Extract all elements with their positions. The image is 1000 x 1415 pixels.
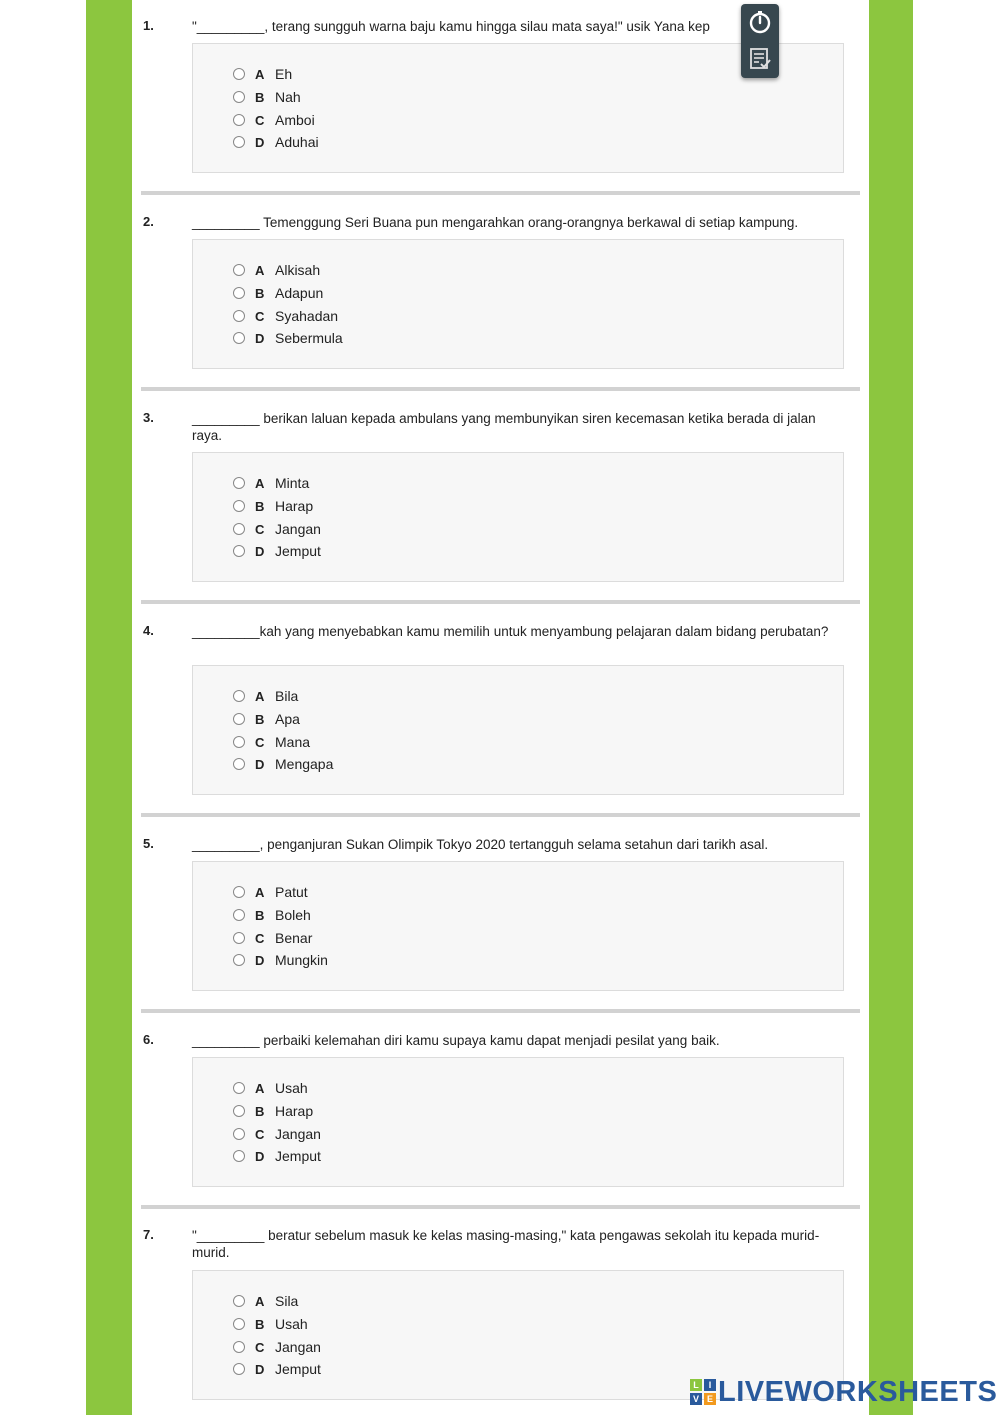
option-letter: C: [255, 521, 265, 537]
options-box: [192, 861, 844, 991]
left-green-margin: [86, 0, 132, 1415]
option-b[interactable]: [233, 87, 301, 107]
question-number: 6.: [143, 1032, 154, 1047]
option-text: Usah: [275, 1080, 308, 1096]
option-a[interactable]: [233, 1291, 298, 1311]
radio-button[interactable]: [233, 68, 245, 80]
option-letter: C: [255, 1339, 265, 1355]
option-letter: A: [255, 475, 265, 491]
option-text: Adapun: [275, 285, 324, 301]
option-text: Jangan: [275, 1339, 321, 1355]
brand-name: LIVEWORKSHEETS: [718, 1375, 998, 1408]
question-text: "_________ beratur sebelum masuk ke kelas masing-masing," kata pengawas sekolah itu kepada murid-murid.: [192, 1228, 820, 1260]
radio-button[interactable]: [233, 287, 245, 299]
option-d[interactable]: [233, 1146, 321, 1166]
floating-toolbar: [741, 4, 779, 78]
option-d[interactable]: [233, 541, 321, 561]
option-c[interactable]: [233, 928, 312, 948]
right-green-margin: [869, 0, 913, 1415]
option-b[interactable]: [233, 709, 300, 729]
option-text: Boleh: [275, 907, 311, 923]
question-number: 3.: [143, 410, 154, 425]
option-letter: A: [255, 884, 265, 900]
radio-button[interactable]: [233, 114, 245, 126]
radio-button[interactable]: [233, 1150, 245, 1162]
question-number: 4.: [143, 623, 154, 638]
option-d[interactable]: [233, 132, 319, 152]
option-c[interactable]: [233, 306, 338, 326]
checklist-icon[interactable]: [745, 44, 775, 74]
question-divider: [141, 1009, 860, 1013]
option-b[interactable]: [233, 1314, 308, 1334]
option-letter: D: [255, 134, 265, 150]
radio-button[interactable]: [233, 932, 245, 944]
option-letter: A: [255, 1293, 265, 1309]
question-text: _________ Temenggung Seri Buana pun mengarahkan orang-orangnya berkawal di setiap kampung.: [192, 215, 799, 230]
options-box: [192, 239, 844, 369]
option-letter: A: [255, 688, 265, 704]
radio-button[interactable]: [233, 500, 245, 512]
option-text: Mengapa: [275, 756, 334, 772]
option-text: Sila: [275, 1293, 299, 1309]
radio-button[interactable]: [233, 713, 245, 725]
option-text: Alkisah: [275, 262, 321, 278]
radio-button[interactable]: [233, 545, 245, 557]
radio-button[interactable]: [233, 690, 245, 702]
option-letter: C: [255, 1126, 265, 1142]
option-letter: B: [255, 711, 265, 727]
option-d[interactable]: [233, 754, 333, 774]
question-number: 2.: [143, 214, 154, 229]
radio-button[interactable]: [233, 523, 245, 535]
option-c[interactable]: [233, 1337, 321, 1357]
option-text: Mana: [275, 734, 311, 750]
option-letter: B: [255, 1103, 265, 1119]
question-text-main: "_________, terang sungguh warna baju kamu hingga silau mata saya!" usik Yana kep: [192, 19, 710, 34]
option-text: Usah: [275, 1316, 308, 1332]
question-text: _________ perbaiki kelemahan diri kamu supaya kamu dapat menjadi pesilat yang baik.: [192, 1033, 720, 1048]
option-a[interactable]: [233, 473, 309, 493]
option-letter: B: [255, 498, 265, 514]
question-divider: [141, 1205, 860, 1209]
option-text: Bila: [275, 688, 299, 704]
liveworksheets-logo: [690, 1374, 997, 1410]
option-b[interactable]: [233, 283, 323, 303]
option-c[interactable]: [233, 110, 315, 130]
question-text: _________kah yang menyebabkan kamu memilih untuk menyambung pelajaran dalam bidang perubatan?: [192, 624, 829, 639]
option-letter: A: [255, 262, 265, 278]
question-divider: [141, 600, 860, 604]
option-text: Jangan: [275, 1126, 321, 1142]
option-c[interactable]: [233, 1124, 321, 1144]
stopwatch-icon[interactable]: [745, 7, 775, 37]
option-text: Jemput: [275, 1148, 321, 1164]
option-letter: C: [255, 308, 265, 324]
radio-button[interactable]: [233, 264, 245, 276]
option-letter: C: [255, 112, 265, 128]
radio-button[interactable]: [233, 477, 245, 489]
option-text: Harap: [275, 498, 314, 514]
option-c[interactable]: [233, 519, 321, 539]
option-text: Apa: [275, 711, 300, 727]
radio-button[interactable]: [233, 736, 245, 748]
option-text: Syahadan: [275, 308, 339, 324]
radio-button[interactable]: [233, 310, 245, 322]
radio-button[interactable]: [233, 1318, 245, 1330]
option-b[interactable]: [233, 496, 313, 516]
radio-button[interactable]: [233, 136, 245, 148]
radio-button[interactable]: [233, 886, 245, 898]
option-letter: A: [255, 1080, 265, 1096]
option-a[interactable]: [233, 64, 292, 84]
option-b[interactable]: [233, 1101, 313, 1121]
question-divider: [141, 813, 860, 817]
radio-button[interactable]: [233, 1128, 245, 1140]
option-b[interactable]: [233, 905, 311, 925]
option-d[interactable]: [233, 1359, 321, 1379]
radio-button[interactable]: [233, 1105, 245, 1117]
option-letter: C: [255, 734, 265, 750]
radio-button[interactable]: [233, 1341, 245, 1353]
radio-button[interactable]: [233, 954, 245, 966]
option-a[interactable]: [233, 882, 308, 902]
radio-button[interactable]: [233, 909, 245, 921]
option-letter: A: [255, 66, 265, 82]
question-number: 1.: [143, 18, 154, 33]
option-letter: D: [255, 330, 265, 346]
radio-button[interactable]: [233, 332, 245, 344]
options-box: [192, 665, 844, 795]
question-divider: [141, 191, 860, 195]
radio-button[interactable]: [233, 1363, 245, 1375]
option-letter: D: [255, 543, 265, 559]
option-letter: D: [255, 1361, 265, 1377]
option-text: Benar: [275, 930, 313, 946]
option-text: Sebermula: [275, 330, 343, 346]
option-letter: B: [255, 907, 265, 923]
option-letter: B: [255, 285, 265, 301]
question-text: _________ berikan laluan kepada ambulans yang membunyikan siren kecemasan ketika berada di jalan raya.: [192, 411, 816, 443]
option-letter: B: [255, 1316, 265, 1332]
radio-button[interactable]: [233, 91, 245, 103]
option-text: Amboi: [275, 112, 315, 128]
option-text: Aduhai: [275, 134, 319, 150]
option-text: Harap: [275, 1103, 314, 1119]
question-number: 5.: [143, 836, 154, 851]
option-letter: D: [255, 756, 265, 772]
radio-button[interactable]: [233, 1082, 245, 1094]
option-text: Minta: [275, 475, 310, 491]
option-text: Patut: [275, 884, 308, 900]
option-letter: C: [255, 930, 265, 946]
option-text: Jemput: [275, 1361, 321, 1377]
option-d[interactable]: [233, 328, 343, 348]
option-d[interactable]: [233, 950, 328, 970]
options-box: [192, 452, 844, 582]
option-a[interactable]: [233, 260, 320, 280]
option-text: Jangan: [275, 521, 321, 537]
radio-button[interactable]: [233, 758, 245, 770]
question-divider: [141, 387, 860, 391]
question-number: 7.: [143, 1227, 154, 1242]
option-text: Nah: [275, 89, 301, 105]
option-c[interactable]: [233, 732, 310, 752]
option-a[interactable]: [233, 686, 298, 706]
option-text: Jemput: [275, 543, 321, 559]
option-text: Eh: [275, 66, 293, 82]
option-a[interactable]: [233, 1078, 308, 1098]
question-text: _________, penganjuran Sukan Olimpik Tokyo 2020 tertangguh selama setahun dari tarikh asal.: [192, 837, 769, 852]
option-letter: D: [255, 1148, 265, 1164]
radio-button[interactable]: [233, 1295, 245, 1307]
option-letter: B: [255, 89, 265, 105]
worksheet-page: [133, 0, 868, 1415]
option-text: Mungkin: [275, 952, 328, 968]
logo-grid-icon: L I V E: [690, 1379, 716, 1405]
options-box: [192, 1057, 844, 1187]
option-letter: D: [255, 952, 265, 968]
